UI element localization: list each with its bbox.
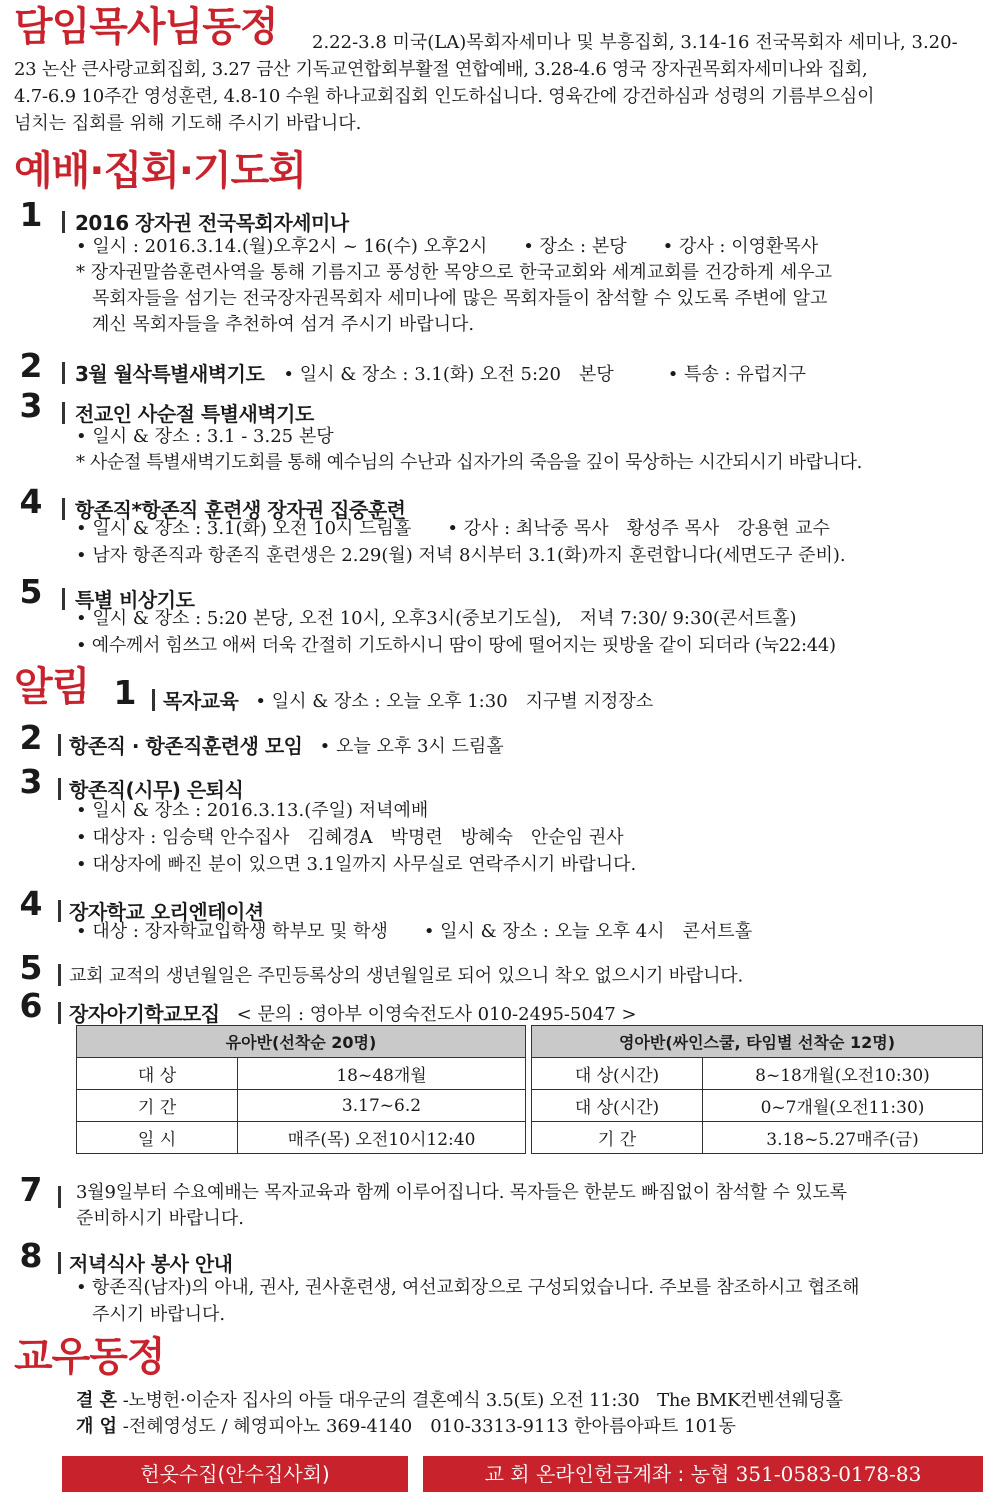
divider <box>62 588 65 610</box>
table-row <box>532 1090 983 1122</box>
table-cell: 기 간 <box>532 1122 703 1154</box>
item-title: 목자교육 <box>163 689 239 713</box>
item-number: 1 <box>113 673 137 712</box>
worship-item-3-line: * 사순절 특별새벽기도회를 통해 예수님의 수난과 십자가의 죽음을 깊이 묵상하는 시간되시기 바랍니다. <box>76 452 862 473</box>
divider <box>152 689 155 711</box>
item-title: 2016 장자권 전국목회자세미나 <box>75 211 349 235</box>
divider <box>58 964 61 986</box>
table-row <box>77 1090 526 1122</box>
worship-item-3 <box>14 386 314 427</box>
item-text: 교회 교적의 생년월일은 주민등록상의 생년월일로 되어 있으니 착오 없으시기 바랍니다. <box>69 965 743 987</box>
divider <box>58 900 61 922</box>
notice-item-7-line: 준비하시기 바랍니다. <box>76 1208 244 1229</box>
item-number: 3 <box>19 386 43 425</box>
table-cell: 기 간 <box>77 1090 238 1122</box>
item-title: 특별 비상기도 <box>75 588 195 612</box>
item-title: 항존직*항존직 훈련생 장자권 집중훈련 <box>75 498 406 522</box>
worship-item-1-line: 계신 목회자들을 추천하여 섬겨 주시기 바랍니다. <box>92 314 475 335</box>
item-number: 3 <box>19 762 43 801</box>
item-title: 3월 월삭특별새벽기도 <box>75 362 265 386</box>
table-cell: 대 상 <box>77 1058 238 1090</box>
table-row <box>77 1122 526 1154</box>
notice-item-3-line: • 일시 & 장소 : 2016.3.13.(주일) 저녁예배 <box>76 800 429 821</box>
offering-account: 농협 351-0583-0178-83 <box>690 1462 922 1486</box>
notice-item-7 <box>14 1170 69 1209</box>
notice-item-8-line: 주시기 바랍니다. <box>92 1304 226 1325</box>
item-number: 2 <box>19 718 43 757</box>
worship-item-5-line: • 일시 & 장소 : 5:20 본당, 오전 10시, 오후3시(중보기도실), 저녁 7:30/ 9:30(콘서트홀) <box>76 608 797 629</box>
pastor-title: 담임목사님동정 <box>14 4 278 50</box>
item-inline-text: < 문의 : 영아부 이영숙전도사 010-2495-5047 > <box>236 1003 637 1025</box>
table-header: 유아반(선착순 20명) <box>77 1026 526 1058</box>
table-cell: 일 시 <box>77 1122 238 1154</box>
table-row <box>532 1122 983 1154</box>
members-text: -노병헌·이순자 집사의 아들 대우군의 결혼예식 3.5(토) 오전 11:30 The BMK컨벤션웨딩홀 <box>122 1390 843 1411</box>
divider <box>62 498 65 520</box>
item-title: 장자아기학교모집 <box>69 1002 220 1026</box>
table-cell: 18~48개월 <box>238 1058 526 1090</box>
notice-item-3-line: • 대상자에 빠진 분이 있으면 3.1일까지 사무실로 연락주시기 바랍니다. <box>76 854 637 875</box>
infant-class-table <box>76 1025 526 1154</box>
worship-item-1 <box>14 195 349 236</box>
notice-item-7-line: 3월9일부터 수요예배는 목자교육과 함께 이루어집니다. 목자들은 한분도 빠짐없이 참석할 수 있도록 <box>76 1182 847 1203</box>
divider <box>58 1252 61 1274</box>
item-number: 2 <box>19 346 43 385</box>
notice-item-1 <box>108 673 653 714</box>
worship-item-4-line: • 일시 & 장소 : 3.1(화) 오전 10시 드림홀 • 강사 : 최낙중 목사 황성주 목사 강용현 교수 <box>76 518 830 539</box>
baby-class-table <box>531 1025 983 1154</box>
members-title: 교우동정 <box>14 1334 165 1380</box>
item-title: 항존직 · 항존직훈련생 모임 <box>69 734 303 758</box>
table-header: 영아반(싸인스쿨, 타임별 선착순 12명) <box>532 1026 983 1058</box>
worship-item-1-line: * 장자권말씀훈련사역을 통해 기름지고 풍성한 목양으로 한국교회와 세계교회를 건강하게 세우고 <box>76 262 833 283</box>
table-cell: 3.17~6.2 <box>238 1090 526 1122</box>
item-inline-text: • 일시 & 장소 : 오늘 오후 1:30 지구별 지정장소 <box>255 690 654 712</box>
members-text: -전혜영성도 / 혜영피아노 369-4140 010-3313-9113 한아름아파트 101동 <box>122 1416 736 1437</box>
worship-item-3-line: • 일시 & 장소 : 3.1 - 3.25 본당 <box>76 426 334 447</box>
worship-item-1-line: 목회자들을 섬기는 전국장자권목회자 세미나에 많은 목회자들이 참석할 수 있도록 주변에 알고 <box>92 288 828 309</box>
notice-item-8-line: • 항존직(남자)의 아내, 권사, 권사훈련생, 여선교회장으로 구성되었습니다. 주보를 참조하시고 협조해 <box>76 1277 860 1298</box>
notice-item-4-line: • 대상 : 장자학교입학생 학부모 및 학생 • 일시 & 장소 : 오늘 오후 4시 콘서트홀 <box>76 921 753 942</box>
item-number: 5 <box>19 948 43 987</box>
table-cell: 대 상(시간) <box>532 1090 703 1122</box>
divider <box>58 1186 61 1208</box>
notice-item-6 <box>14 986 637 1027</box>
members-row <box>76 1414 736 1440</box>
item-number: 8 <box>19 1236 43 1275</box>
item-number: 4 <box>19 482 43 521</box>
online-offering-banner <box>423 1456 983 1492</box>
table-cell: 대 상(시간) <box>532 1058 703 1090</box>
item-number: 7 <box>19 1170 43 1209</box>
item-inline-text: • 일시 & 장소 : 3.1(화) 오전 5:20 본당 • 특송 : 유럽지구 <box>283 363 806 385</box>
worship-item-1-line: • 일시 : 2016.3.14.(월)오후2시 ~ 16(수) 오후2시 • 장소 : 본당 • 강사 : 이영환목사 <box>76 236 819 257</box>
table-cell: 0~7개월(오전11:30) <box>703 1090 983 1122</box>
item-title: 저녁식사 봉사 안내 <box>69 1252 233 1276</box>
table-cell: 3.18~5.27매주(금) <box>703 1122 983 1154</box>
item-number: 5 <box>19 572 43 611</box>
divider <box>58 734 61 756</box>
divider <box>62 211 65 233</box>
table-cell: 매주(목) 오전10시12:40 <box>238 1122 526 1154</box>
item-inline-text: • 오늘 오후 3시 드림홀 <box>319 735 504 757</box>
worship-item-4-line: • 남자 항존직과 항존직 훈련생은 2.29(월) 저녁 8시부터 3.1(화)까지 훈련합니다(세면도구 준비). <box>76 545 846 566</box>
members-label: 개 업 <box>76 1416 118 1437</box>
pastor-line-4: 넘치는 집회를 위해 기도해 주시기 바랍니다. <box>14 113 362 134</box>
clothes-collection-banner: 헌옷수집(안수집사회) <box>62 1456 408 1492</box>
notice-item-2 <box>14 718 504 759</box>
table-row <box>77 1058 526 1090</box>
divider <box>58 1002 61 1024</box>
item-number: 6 <box>19 986 43 1025</box>
item-title: 항존직(시무) 은퇴식 <box>69 778 244 802</box>
notice-item-5 <box>14 948 743 988</box>
pastor-line-3: 4.7-6.9 10주간 영성훈련, 4.8-10 수원 하나교회집회 인도하십니다. 영육간에 강건하심과 성령의 기름부으심이 <box>14 86 875 107</box>
pastor-line-1: 2.22-3.8 미국(LA)목회자세미나 및 부흥집회, 3.14-16 전국목회자 세미나, 3.20- <box>312 32 958 53</box>
pastor-line-2: 23 논산 큰사랑교회집회, 3.27 금산 기독교연합회부활절 연합예배, 3.28-4.6 영국 장자권목회자세미나와 집회, <box>14 59 868 80</box>
notice-item-8 <box>14 1236 233 1277</box>
table-cell: 8~18개월(오전10:30) <box>703 1058 983 1090</box>
members-row <box>76 1388 843 1414</box>
worship-item-2 <box>14 346 806 387</box>
item-number: 4 <box>19 884 43 923</box>
table-row <box>532 1058 983 1090</box>
worship-item-5-line: • 예수께서 힘쓰고 애써 더욱 간절히 기도하시니 땀이 땅에 떨어지는 핏방울 같이 되더라 (눅22:44) <box>76 635 836 656</box>
divider <box>62 402 65 424</box>
item-number: 1 <box>19 195 43 234</box>
offering-label: 교 회 온라인헌금계좌 : <box>484 1462 691 1486</box>
notices-title: 알림 <box>14 664 90 710</box>
divider <box>62 362 65 384</box>
notice-item-3 <box>14 762 243 803</box>
worship-title: 예배·집회·기도회 <box>14 148 306 194</box>
item-title: 전교인 사순절 특별새벽기도 <box>75 402 314 426</box>
item-title: 장자학교 오리엔테이션 <box>69 900 264 924</box>
divider <box>58 778 61 800</box>
notice-item-3-line: • 대상자 : 임승택 안수집사 김혜경A 박명련 방혜숙 안순임 권사 <box>76 827 624 848</box>
members-label: 결 혼 <box>76 1390 118 1411</box>
